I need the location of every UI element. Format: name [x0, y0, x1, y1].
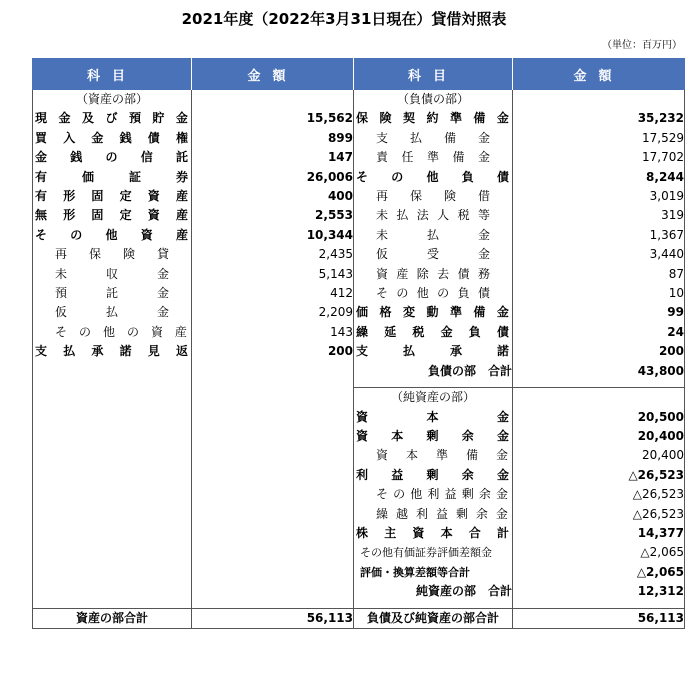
net-assets-section-label: （純資産の部） [354, 388, 513, 408]
asset-item-label [33, 226, 192, 245]
asset-item-amount: 2,209 [192, 303, 354, 322]
asset-item-text: 買 入 金 銭 債 権 [35, 130, 188, 145]
section-heading-row [33, 388, 685, 408]
net-assets-total-label: 純資産の部 合計 [354, 582, 513, 601]
net-asset-item-text: その他有価証券評価差額金 [360, 546, 492, 560]
grand-total-label: 負債及び純資産の部合計 [354, 608, 513, 628]
table-row [33, 168, 685, 187]
empty-cell [192, 90, 354, 109]
asset-item-amount: 400 [192, 187, 354, 206]
liability-item-label [354, 342, 513, 361]
asset-item-amount: 147 [192, 148, 354, 167]
liability-item-text: 価 格 変 動 準 備 金 [356, 305, 509, 320]
table-row [33, 303, 685, 322]
page-title: 2021年度（2022年3月31日現在）貸借対照表 [181, 10, 507, 28]
liability-item-text: そ の 他 負 債 [356, 169, 509, 184]
empty-cell [192, 427, 354, 446]
net-asset-item-text: 株 主 資 本 合 計 [356, 525, 509, 540]
empty-cell [33, 446, 192, 465]
asset-item-text: 仮 払 金 [55, 305, 169, 320]
liability-item-label [354, 109, 513, 128]
asset-item-label [33, 323, 192, 342]
net-asset-item-label [354, 485, 513, 504]
asset-item-text: 金 銭 の 信 託 [35, 150, 188, 165]
net-asset-item-amount: 20,400 [513, 446, 685, 465]
table-row [33, 408, 685, 427]
liability-item-label [354, 148, 513, 167]
asset-item-label [33, 284, 192, 303]
asset-item-label [33, 129, 192, 148]
liability-item-text: 保 険 契 約 準 備 金 [356, 111, 509, 126]
empty-cell [192, 543, 354, 562]
asset-item-amount: 26,006 [192, 168, 354, 187]
liabilities-total-amount: 43,800 [513, 362, 685, 381]
liability-item-amount: 87 [513, 265, 685, 284]
asset-item-text: 無 形 固 定 資 産 [35, 208, 188, 223]
header-left-item: 科目 [33, 58, 192, 90]
asset-item-amount: 5,143 [192, 265, 354, 284]
liability-item-amount: 200 [513, 342, 685, 361]
net-asset-item-text: 資 本 準 備 金 [376, 448, 508, 463]
empty-cell [33, 505, 192, 524]
asset-item-amount: 899 [192, 129, 354, 148]
asset-item-text: 現 金 及 び 預 貯 金 [35, 111, 188, 126]
liability-item-label [354, 323, 513, 342]
table-row [33, 129, 685, 148]
table-row [33, 284, 685, 303]
net-asset-item-label [354, 543, 513, 562]
empty-cell [33, 485, 192, 504]
empty-cell [513, 90, 685, 109]
empty-cell [33, 563, 192, 582]
liability-item-text: 仮 受 金 [376, 247, 490, 262]
table-row [33, 323, 685, 342]
unit-note: （単位：百万円） [602, 40, 682, 51]
net-asset-item-amount: △2,065 [513, 563, 685, 582]
liability-item-amount: 17,529 [513, 129, 685, 148]
liability-item-amount: 24 [513, 323, 685, 342]
empty-cell [33, 408, 192, 427]
table-row [33, 446, 685, 465]
liability-item-text: 繰 延 税 金 負 債 [356, 324, 509, 339]
liability-item-amount: 35,232 [513, 109, 685, 128]
asset-item-text: 有 形 固 定 資 産 [35, 189, 188, 204]
empty-cell [33, 524, 192, 543]
liabilities-total-label: 負債の部 合計 [354, 362, 513, 381]
table-row [33, 187, 685, 206]
table-row [33, 524, 685, 543]
empty-cell [33, 427, 192, 446]
liability-item-label [354, 168, 513, 187]
assets-total-label: 資産の部合計 [33, 608, 192, 628]
net-asset-item-label [354, 446, 513, 465]
net-asset-item-text: 利 益 剰 余 金 [356, 467, 509, 482]
net-asset-item-amount: △2,065 [513, 543, 685, 562]
liability-item-text: 再 保 険 借 [376, 189, 490, 204]
asset-item-amount: 15,562 [192, 109, 354, 128]
net-asset-item-label [354, 505, 513, 524]
table-row [33, 563, 685, 582]
empty-cell [192, 582, 354, 601]
empty-cell [192, 485, 354, 504]
liabilities-section-label: （負債の部） [354, 90, 513, 109]
liability-item-label [354, 226, 513, 245]
liabilities-total-row [33, 362, 685, 381]
liability-item-label [354, 284, 513, 303]
asset-item-label [33, 265, 192, 284]
net-asset-item-label [354, 408, 513, 427]
liability-item-amount: 17,702 [513, 148, 685, 167]
liability-item-text: 支 払 備 金 [376, 130, 490, 145]
table-row [33, 342, 685, 361]
net-asset-item-text: 資 本 剰 余 金 [356, 428, 509, 443]
empty-cell [513, 388, 685, 408]
empty-cell [192, 446, 354, 465]
table-row [33, 245, 685, 264]
empty-cell [33, 466, 192, 485]
liability-item-text: 支 払 承 諾 [356, 344, 509, 359]
empty-cell [192, 505, 354, 524]
header-right-amount: 金額 [513, 58, 685, 90]
asset-item-amount: 2,553 [192, 206, 354, 225]
liability-item-text: 未 払 法 人 税 等 [376, 208, 490, 223]
asset-item-text: 有 価 証 券 [35, 169, 188, 184]
asset-item-text: 支 払 承 諾 見 返 [35, 344, 188, 359]
liability-item-text: 責 任 準 備 金 [376, 150, 490, 165]
asset-item-text: 預 託 金 [55, 286, 169, 301]
asset-item-label [33, 168, 192, 187]
assets-section-label: （資産の部） [33, 90, 192, 109]
asset-item-label [33, 109, 192, 128]
section-heading-row [33, 90, 685, 109]
asset-item-label [33, 245, 192, 264]
empty-cell [33, 388, 192, 408]
liability-item-label [354, 187, 513, 206]
empty-cell [192, 408, 354, 427]
header-left-amount: 金額 [192, 58, 354, 90]
table-row [33, 226, 685, 245]
balance-sheet-table [32, 58, 685, 629]
net-asset-item-label [354, 563, 513, 582]
asset-item-label [33, 148, 192, 167]
liability-item-label [354, 206, 513, 225]
empty-cell [33, 543, 192, 562]
empty-cell [192, 362, 354, 381]
liability-item-label [354, 245, 513, 264]
liability-item-amount: 1,367 [513, 226, 685, 245]
empty-cell [192, 524, 354, 543]
empty-cell [192, 388, 354, 408]
table-body [33, 90, 685, 628]
asset-item-amount: 143 [192, 323, 354, 342]
net-asset-item-amount: 20,400 [513, 427, 685, 446]
table-row [33, 505, 685, 524]
liability-item-amount: 3,440 [513, 245, 685, 264]
asset-item-label [33, 206, 192, 225]
assets-total-amount: 56,113 [192, 608, 354, 628]
net-asset-item-text: 資 本 金 [356, 409, 509, 424]
asset-item-text: そ の 他 資 産 [35, 227, 188, 242]
net-asset-item-amount: 20,500 [513, 408, 685, 427]
asset-item-label [33, 303, 192, 322]
table-row [33, 109, 685, 128]
asset-item-amount: 412 [192, 284, 354, 303]
liability-item-amount: 319 [513, 206, 685, 225]
header-right-item: 科目 [354, 58, 513, 90]
net-asset-item-text: 繰 越 利 益 剰 余 金 [376, 506, 508, 521]
liability-item-text: 未 払 金 [376, 227, 490, 242]
table-row [33, 206, 685, 225]
table-row [33, 148, 685, 167]
liability-item-label [354, 303, 513, 322]
net-asset-item-amount: △26,523 [513, 505, 685, 524]
table-row [33, 427, 685, 446]
liability-item-amount: 3,019 [513, 187, 685, 206]
empty-cell [192, 466, 354, 485]
liability-item-amount: 8,244 [513, 168, 685, 187]
net-asset-item-amount: △26,523 [513, 485, 685, 504]
asset-item-text: そ の 他 の 資 産 [55, 324, 187, 339]
empty-cell [33, 362, 192, 381]
liability-item-text: 資 産 除 去 債 務 [376, 266, 490, 281]
table-row [33, 466, 685, 485]
table-row [33, 265, 685, 284]
grand-total-row [33, 608, 685, 628]
net-asset-item-text: 評価・換算差額等合計 [360, 565, 470, 579]
asset-item-amount: 2,435 [192, 245, 354, 264]
liability-item-label [354, 265, 513, 284]
net-assets-total-row [33, 582, 685, 601]
liability-item-text: そ の 他 の 負 債 [376, 286, 490, 301]
net-asset-item-label [354, 524, 513, 543]
net-assets-total-amount: 12,312 [513, 582, 685, 601]
empty-cell [192, 563, 354, 582]
net-asset-item-amount: 14,377 [513, 524, 685, 543]
liability-item-amount: 99 [513, 303, 685, 322]
asset-item-label [33, 187, 192, 206]
liability-item-amount: 10 [513, 284, 685, 303]
asset-item-label [33, 342, 192, 361]
asset-item-text: 再 保 険 貸 [55, 247, 169, 262]
table-row [33, 543, 685, 562]
asset-item-text: 未 収 金 [55, 266, 169, 281]
header-row [33, 58, 685, 90]
net-asset-item-label [354, 466, 513, 485]
liability-item-label [354, 129, 513, 148]
grand-total-amount: 56,113 [513, 608, 685, 628]
asset-item-amount: 200 [192, 342, 354, 361]
net-asset-item-label [354, 427, 513, 446]
net-asset-item-amount: △26,523 [513, 466, 685, 485]
table-row [33, 485, 685, 504]
asset-item-amount: 10,344 [192, 226, 354, 245]
empty-cell [33, 582, 192, 601]
net-asset-item-text: そ の 他 利 益 剰 余 金 [376, 487, 508, 502]
